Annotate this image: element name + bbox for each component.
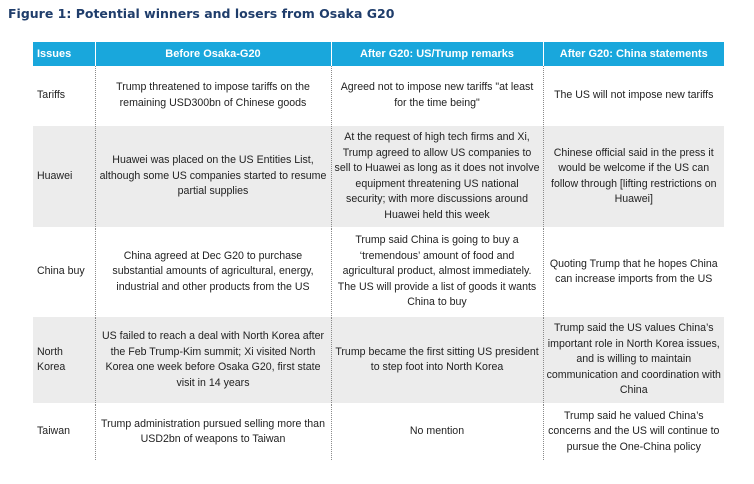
cell-china: The US will not impose new tariffs bbox=[543, 66, 724, 126]
table-row bbox=[33, 317, 724, 404]
table-header bbox=[33, 42, 724, 66]
cell-before: Trump administration pursued selling more than USD2bn of weapons to Taiwan bbox=[95, 404, 331, 461]
cell-china: Chinese official said in the press it would be welcome if the US can follow through [lifting restrictions on Huawei] bbox=[543, 126, 724, 228]
comparison-table bbox=[33, 42, 724, 461]
cell-china: Quoting Trump that he hopes China can increase imports from the US bbox=[543, 228, 724, 317]
table-row bbox=[33, 66, 724, 126]
table-row bbox=[33, 404, 724, 461]
header-us-trump-remarks: After G20: US/Trump remarks bbox=[331, 42, 543, 66]
cell-issue: Taiwan bbox=[33, 404, 95, 461]
cell-us-trump: Trump said China is going to buy a ‘tremendous’ amount of food and agricultural product, almost immediately. The US will provide a list of goods it wants China to buy bbox=[331, 228, 543, 317]
table-row bbox=[33, 126, 724, 228]
cell-before: Trump threatened to impose tariffs on the remaining USD300bn of Chinese goods bbox=[95, 66, 331, 126]
figure-title: Figure 1: Potential winners and losers from Osaka G20 bbox=[8, 6, 395, 21]
table-body bbox=[33, 66, 724, 461]
header-china-statements: After G20: China statements bbox=[543, 42, 724, 66]
header-before-osaka: Before Osaka-G20 bbox=[95, 42, 331, 66]
cell-china: Trump said he valued China’s concerns and the US will continue to pursue the One-China policy bbox=[543, 404, 724, 461]
cell-before: China agreed at Dec G20 to purchase substantial amounts of agricultural, energy, industrial and other products from the US bbox=[95, 228, 331, 317]
cell-before: Huawei was placed on the US Entities List, although some US companies started to resume partial supplies bbox=[95, 126, 331, 228]
cell-issue: North Korea bbox=[33, 317, 95, 404]
cell-issue: Huawei bbox=[33, 126, 95, 228]
header-issues: Issues bbox=[33, 42, 95, 66]
cell-before: US failed to reach a deal with North Korea after the Feb Trump-Kim summit; Xi visited North Korea one week before Osaka G20, first state visit in 14 years bbox=[95, 317, 331, 404]
cell-us-trump: Trump became the first sitting US president to step foot into North Korea bbox=[331, 317, 543, 404]
cell-us-trump: Agreed not to impose new tariffs "at least for the time being" bbox=[331, 66, 543, 126]
header-row bbox=[33, 42, 724, 66]
cell-issue: Tariffs bbox=[33, 66, 95, 126]
cell-china: Trump said the US values China’s important role in North Korea issues, and is willing to maintain communication and coordination with China bbox=[543, 317, 724, 404]
cell-us-trump: At the request of high tech firms and Xi, Trump agreed to allow US companies to sell to Huawei as long as it does not involve equipment threatening US national security; with more discussions around Huawei held this week bbox=[331, 126, 543, 228]
cell-issue: China buy bbox=[33, 228, 95, 317]
cell-us-trump: No mention bbox=[331, 404, 543, 461]
table-row bbox=[33, 228, 724, 317]
